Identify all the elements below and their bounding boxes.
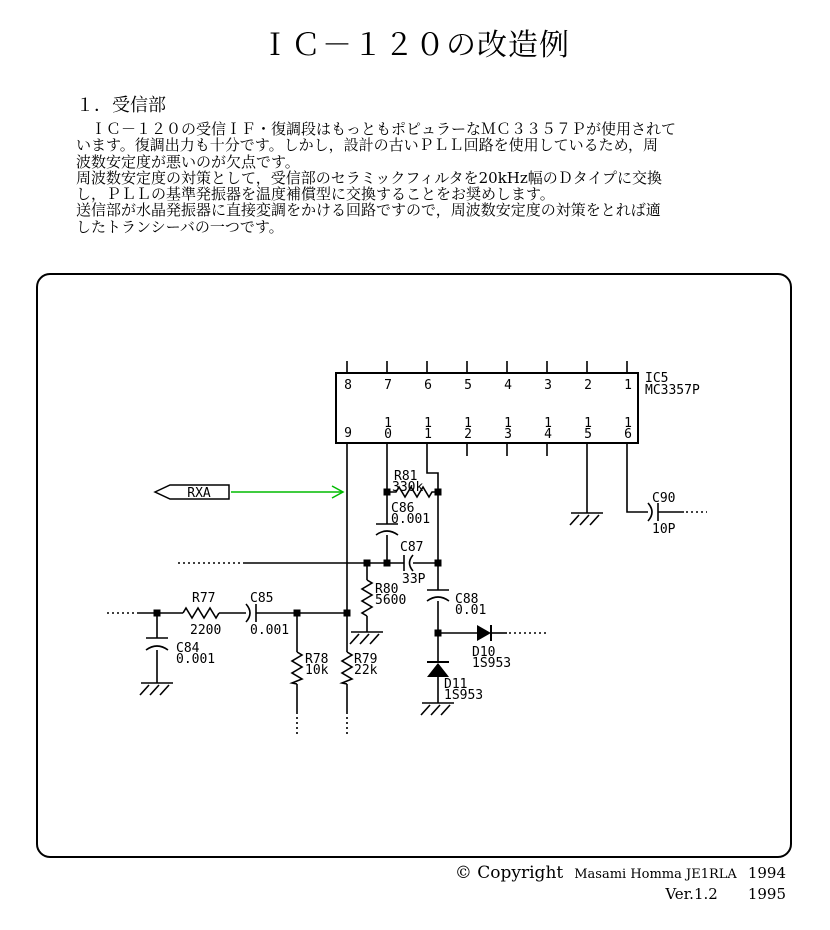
junction-dot xyxy=(344,610,351,617)
body-line: し，ＰＬＬの基準発振器を温度補償型に交換することをお奨めします。 xyxy=(76,185,555,204)
junction-dot xyxy=(154,610,161,617)
pin-number: 5 xyxy=(464,378,472,393)
r80-resistor-symbol xyxy=(362,580,372,616)
pin-number: 5 xyxy=(584,427,592,442)
version-text: Ver.1.2 xyxy=(665,885,718,903)
component-labels xyxy=(176,469,676,703)
section-heading: １．受信部 xyxy=(76,95,166,116)
body-line: 送信部が水晶発振器に直接変調をかける回路ですので，周波数安定度の対策をとれば適 xyxy=(76,201,661,220)
c84-ref-label: C84 xyxy=(176,641,200,656)
junction-dot xyxy=(364,560,371,567)
r78-value-label: 10k xyxy=(305,663,329,678)
r79-resistor-symbol xyxy=(342,652,352,684)
pin-number: 6 xyxy=(624,427,632,442)
ic-part-label: MC3357P xyxy=(645,383,700,398)
pin-number: 1 xyxy=(624,378,632,393)
c86-ref-label: C86 xyxy=(391,501,415,516)
pin-number: 6 xyxy=(424,378,432,393)
pin-number: 1 xyxy=(424,416,432,431)
c90-value-label: 10P xyxy=(652,522,676,537)
copyright-text: © Copyright xyxy=(454,863,564,883)
circuit-schematic xyxy=(30,268,800,868)
ground-symbols xyxy=(140,513,603,715)
page-title: ＩＣ－１２０の改造例 xyxy=(260,28,570,63)
pin-number: 3 xyxy=(544,378,552,393)
junction-dot xyxy=(435,560,442,567)
body-paragraph xyxy=(76,121,776,235)
pin-number: 3 xyxy=(504,427,512,442)
pin-number: 4 xyxy=(504,378,512,393)
c84-capacitor-symbol xyxy=(146,638,168,650)
body-line: したトランシーバの一つです。 xyxy=(76,217,284,236)
pin-number: 7 xyxy=(384,378,392,393)
c88-ref-label: C88 xyxy=(455,592,479,607)
r78-ref-label: R78 xyxy=(305,652,329,667)
pin-number: 1 xyxy=(464,416,472,431)
c87-ref-label: C87 xyxy=(400,540,424,555)
junction-dot xyxy=(435,630,442,637)
body-line: 波数安定度が悪いのが欠点です。 xyxy=(76,152,300,171)
c88-capacitor-symbol xyxy=(427,590,449,601)
pin-number: 2 xyxy=(464,427,472,442)
c84-value-label: 0.001 xyxy=(176,652,216,667)
pin-number: 1 xyxy=(624,416,632,431)
ic-top-pin-numbers xyxy=(344,378,632,393)
pin-number: 9 xyxy=(344,426,352,441)
ic-top-pin-stubs xyxy=(347,361,627,373)
pin-number: 2 xyxy=(584,378,592,393)
r81-ref-label: R81 xyxy=(394,469,418,484)
pin-number: 0 xyxy=(384,427,392,442)
pin-number: 1 xyxy=(584,416,592,431)
r81-value-label: 330k xyxy=(392,480,424,495)
copyright-block xyxy=(455,863,786,903)
pin-number: 1 xyxy=(504,416,512,431)
c88-value-label: 0.01 xyxy=(455,603,487,618)
r79-value-label: 22k xyxy=(354,663,378,678)
figure-border xyxy=(37,274,791,857)
pin-number: 1 xyxy=(424,427,432,442)
d10-ref-label: D10 xyxy=(472,645,496,660)
copyright-year1: 1994 xyxy=(747,864,786,882)
pin-number: 4 xyxy=(544,427,552,442)
r78-resistor-symbol xyxy=(292,652,302,684)
d11-ref-label: D11 xyxy=(444,677,468,692)
ground-symbol xyxy=(570,513,603,525)
d11-value-label: 1S953 xyxy=(444,688,484,703)
c85-capacitor-symbol xyxy=(246,604,256,622)
r79-ref-label: R79 xyxy=(354,652,378,667)
r77-resistor-symbol xyxy=(183,608,219,618)
d10-value-label: 1S953 xyxy=(472,656,512,671)
pin-number: 1 xyxy=(384,416,392,431)
pin-number: 1 xyxy=(544,416,552,431)
rxa-signal-tag xyxy=(155,485,229,501)
ground-symbol xyxy=(350,632,383,644)
ic-body xyxy=(336,373,638,443)
c87-capacitor-symbol xyxy=(404,555,413,571)
ic-bottom-pin-numbers xyxy=(344,416,632,442)
junction-dot xyxy=(435,489,442,496)
ground-symbol xyxy=(140,683,173,695)
c86-value-label: 0.001 xyxy=(391,512,431,527)
junction-dot xyxy=(294,610,301,617)
c85-value-label: 0.001 xyxy=(250,623,290,638)
body-line: 周波数安定度の対策として，受信部のセラミックフィルタを20kHz幅のＤタイプに交換 xyxy=(76,168,663,187)
body-line: ＩＣ－１２０の受信ＩＦ・復調段はもっともポピュラーなＭＣ３３５７Ｐが使用されて xyxy=(76,120,677,138)
rxa-label: RXA xyxy=(187,486,211,501)
d11-diode-symbol xyxy=(427,662,449,677)
r77-value-label: 2200 xyxy=(190,623,222,638)
r80-ref-label: R80 xyxy=(375,582,399,597)
junction-dot xyxy=(384,489,391,496)
d10-diode-symbol xyxy=(477,625,491,641)
rxa-arrow xyxy=(231,486,343,498)
c87-value-label: 33P xyxy=(402,572,426,587)
r80-value-label: 5600 xyxy=(375,593,407,608)
copyright-year2: 1995 xyxy=(747,885,786,903)
pin-number: 8 xyxy=(344,378,352,393)
ground-symbol xyxy=(421,703,454,715)
c90-ref-label: C90 xyxy=(652,491,676,506)
c85-ref-label: C85 xyxy=(250,591,274,606)
r77-ref-label: R77 xyxy=(192,591,216,606)
junction-dot xyxy=(384,560,391,567)
ic-ref-label: IC5 xyxy=(645,371,669,386)
body-line: います。復調出力も十分です。しかし，設計の古いＰＬＬ回路を使用しているため，周 xyxy=(76,136,659,155)
copyright-author: Masami Homma JE1RLA xyxy=(574,867,737,882)
